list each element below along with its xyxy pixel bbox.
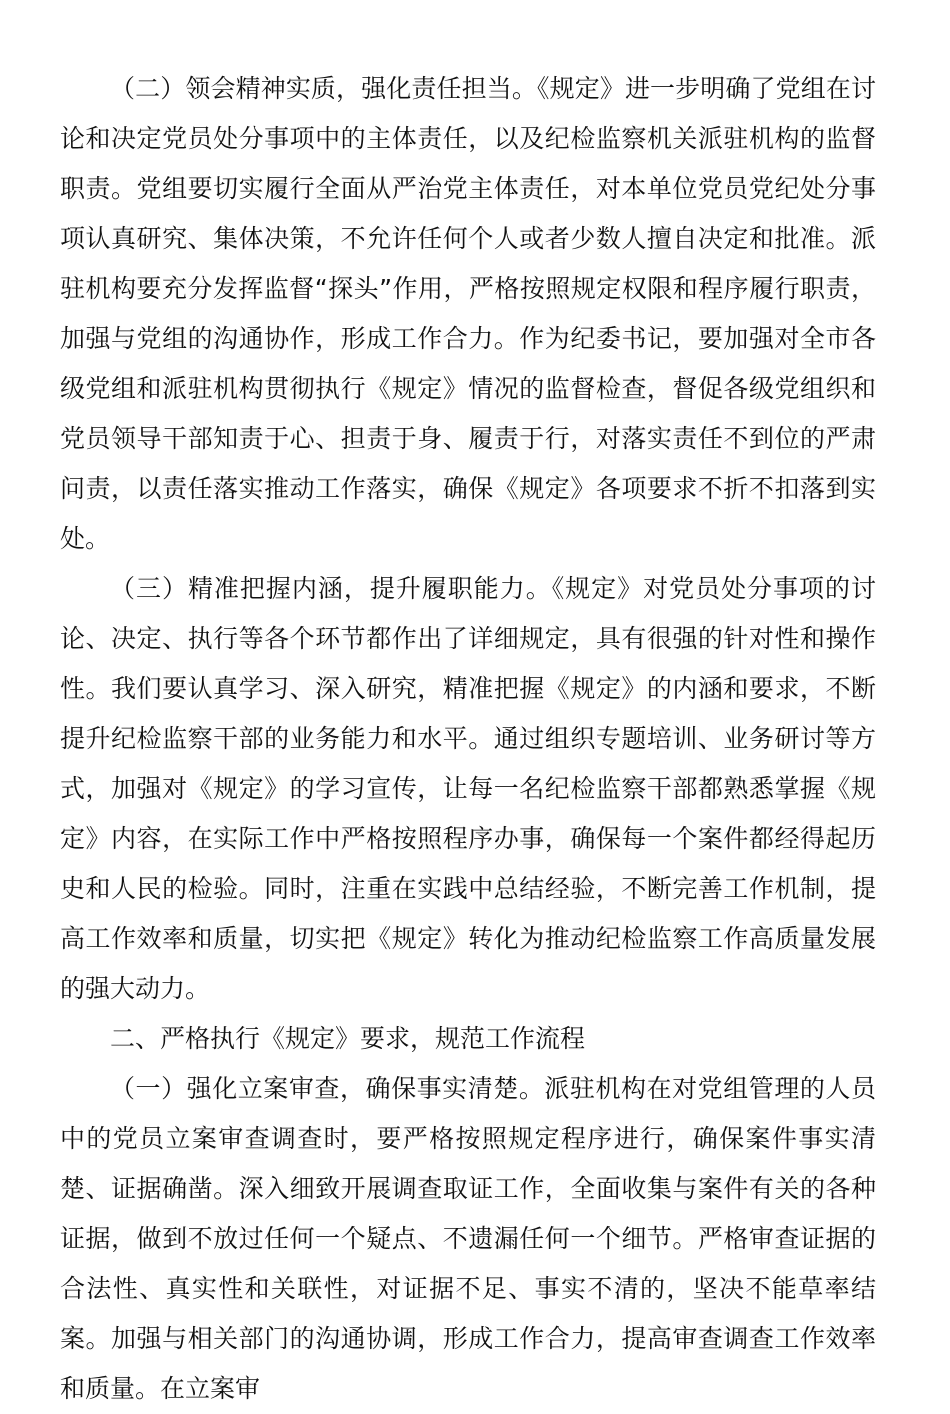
paragraph-section-three-sub-one: （一）强化立案审查，确保事实清楚。派驻机构在对党组管理的人员中的党员立案审查调查时，要严格按照规定程序进行，确保案件事实清楚、证据确凿。深入细致开展调查取证工作，全面收集与案件有关的各种证据，做到不放过任何一个疑点、不遗漏任何一个细节。严格审查证据的合法性、真实性和关联性，对证据不足、事实不清的，坚决不能草率结案。加强与相关部门的沟通协调，形成工作合力，提高审查调查工作效率和质量。在立案审 — [60, 1074, 876, 1403]
document-page — [60, 64, 876, 1414]
section-heading-two: 二、严格执行《规定》要求，规范工作流程 — [110, 1024, 586, 1053]
paragraph-section-two-sub-two: （二）领会精神实质，强化责任担当。《规定》进一步明确了党组在讨论和决定党员处分事项中的主体责任，以及纪检监察机关派驻机构的监督职责。党组要切实履行全面从严治党主体责任，对本单位党员党纪处分事项认真研究、集体决策，不允许任何个人或者少数人擅自决定和批准。派驻机构要充分发挥监督“探头”作用，严格按照规定权限和程序履行职责，加强与党组的沟通协作，形成工作合力。作为纪委书记，要加强对全市各级党组和派驻机构贯彻执行《规定》情况的监督检查，督促各级党组织和党员领导干部知责于心、担责于身、履责于行，对落实责任不到位的严肃问责，以责任落实推动工作落实，确保《规定》各项要求不折不扣落到实处。 — [60, 74, 876, 553]
paragraph-section-two-sub-three: （三）精准把握内涵，提升履职能力。《规定》对党员处分事项的讨论、决定、执行等各个环节都作出了详细规定，具有很强的针对性和操作性。我们要认真学习、深入研究，精准把握《规定》的内涵和要求，不断提升纪检监察干部的业务能力和水平。通过组织专题培训、业务研讨等方式，加强对《规定》的学习宣传，让每一名纪检监察干部都熟悉掌握《规定》内容，在实际工作中严格按照程序办事，确保每一个案件都经得起历史和人民的检验。同时，注重在实践中总结经验，不断完善工作机制，提高工作效率和质量，切实把《规定》转化为推动纪检监察工作高质量发展的强大动力。 — [60, 574, 876, 1003]
